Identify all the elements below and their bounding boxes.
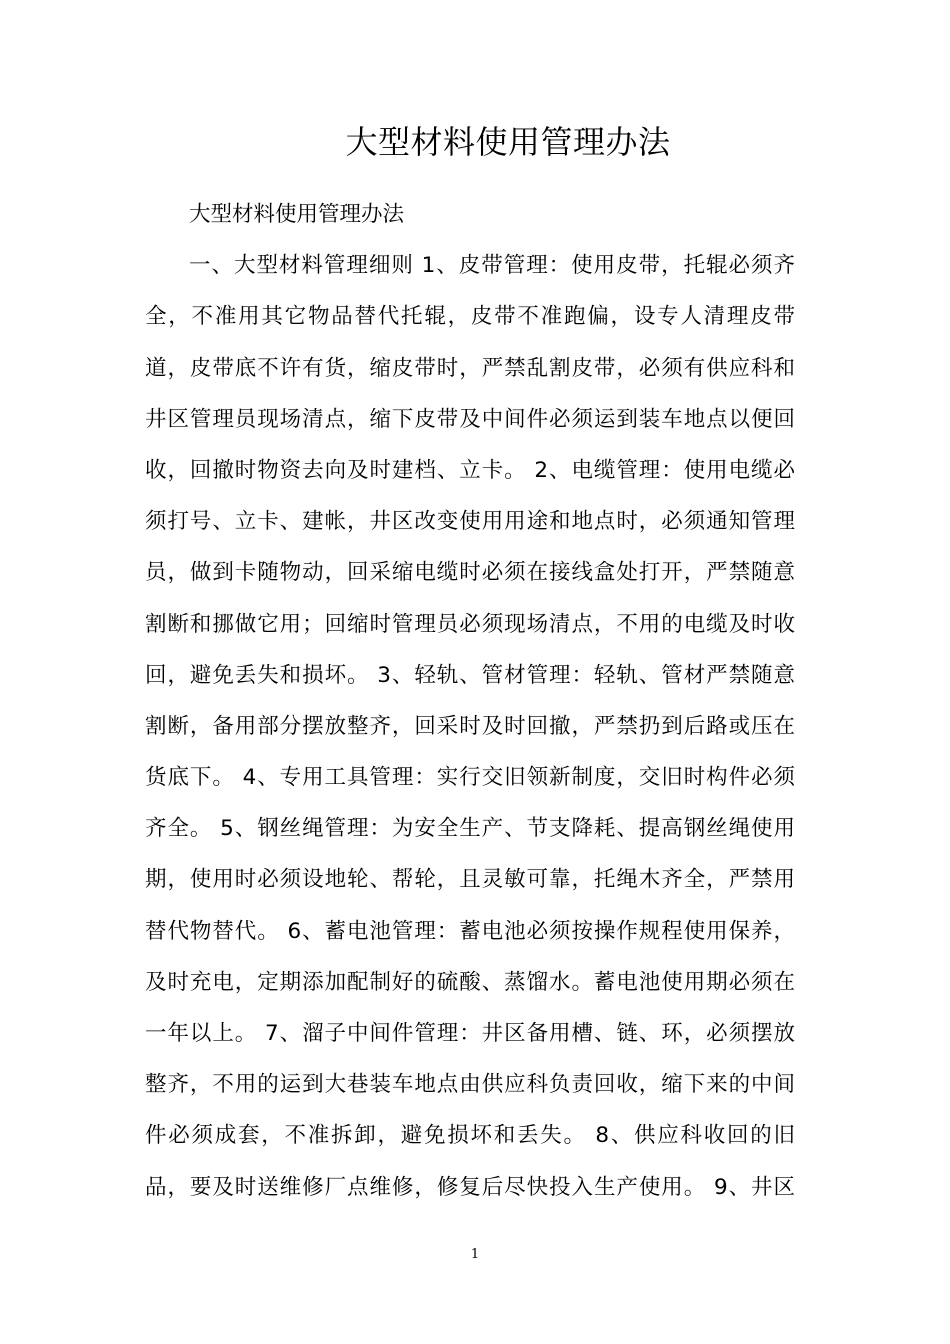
body-line: 全，不准用其它物品替代托辊，皮带不准跑偏，设专人清理皮带 [145,304,795,330]
body-line: 收，回撤时物资去向及时建档、立卡。 2、电缆管理：使用电缆必 [145,457,795,483]
body-line: 割断，备用部分摆放整齐，回采时及时回撤，严禁扔到后路或压在 [145,713,795,739]
body-line: 大型材料使用管理办法 [189,202,405,227]
body-line: 员，做到卡随物动，回采缩电缆时必须在接线盒处打开，严禁随意 [145,560,795,586]
document-body [145,189,795,1213]
body-line: 回，避免丢失和损坏。 3、轻轨、管材管理：轻轨、管材严禁随意 [145,662,795,688]
body-line: 一年以上。 7、溜子中间件管理：井区备用槽、链、环，必须摆放 [145,1021,795,1046]
body-line: 一、大型材料管理细则 1、皮带管理：使用皮带，托辊必须齐 [189,253,795,279]
document-title: 大型材料使用管理办法 [345,123,671,161]
body-line: 割断和挪做它用；回缩时管理员必须现场清点，不用的电缆及时收 [145,611,795,637]
body-line: 替代物替代。 6、蓄电池管理：蓄电池必须按操作规程使用保养， [145,918,795,944]
body-line: 件必须成套，不准拆卸，避免损坏和丢失。 8、供应科收回的旧 [145,1123,795,1149]
body-line: 井区管理员现场清点，缩下皮带及中间件必须运到装车地点以便回 [145,406,795,432]
body-line: 道，皮带底不许有货，缩皮带时，严禁乱割皮带，必须有供应科和 [145,355,795,381]
body-line: 期，使用时必须设地轮、帮轮，且灵敏可靠，托绳木齐全，严禁用 [145,867,795,893]
body-line: 齐全。 5、钢丝绳管理：为安全生产、节支降耗、提高钢丝绳使用 [145,816,795,842]
body-line: 品，要及时送维修厂点维修，修复后尽快投入生产使用。 9、井区 [145,1174,795,1200]
body-line: 整齐，不用的运到大巷装车地点由供应科负责回收，缩下来的中间 [145,1072,795,1098]
page-number: 1 [470,1247,480,1262]
body-line: 及时充电，定期添加配制好的硫酸、蒸馏水。蓄电池使用期必须在 [145,969,795,995]
body-line: 须打号、立卡、建帐，井区改变使用用途和地点时，必须通知管理 [145,509,795,535]
body-line: 货底下。 4、专用工具管理：实行交旧领新制度，交旧时构件必须 [145,765,795,791]
